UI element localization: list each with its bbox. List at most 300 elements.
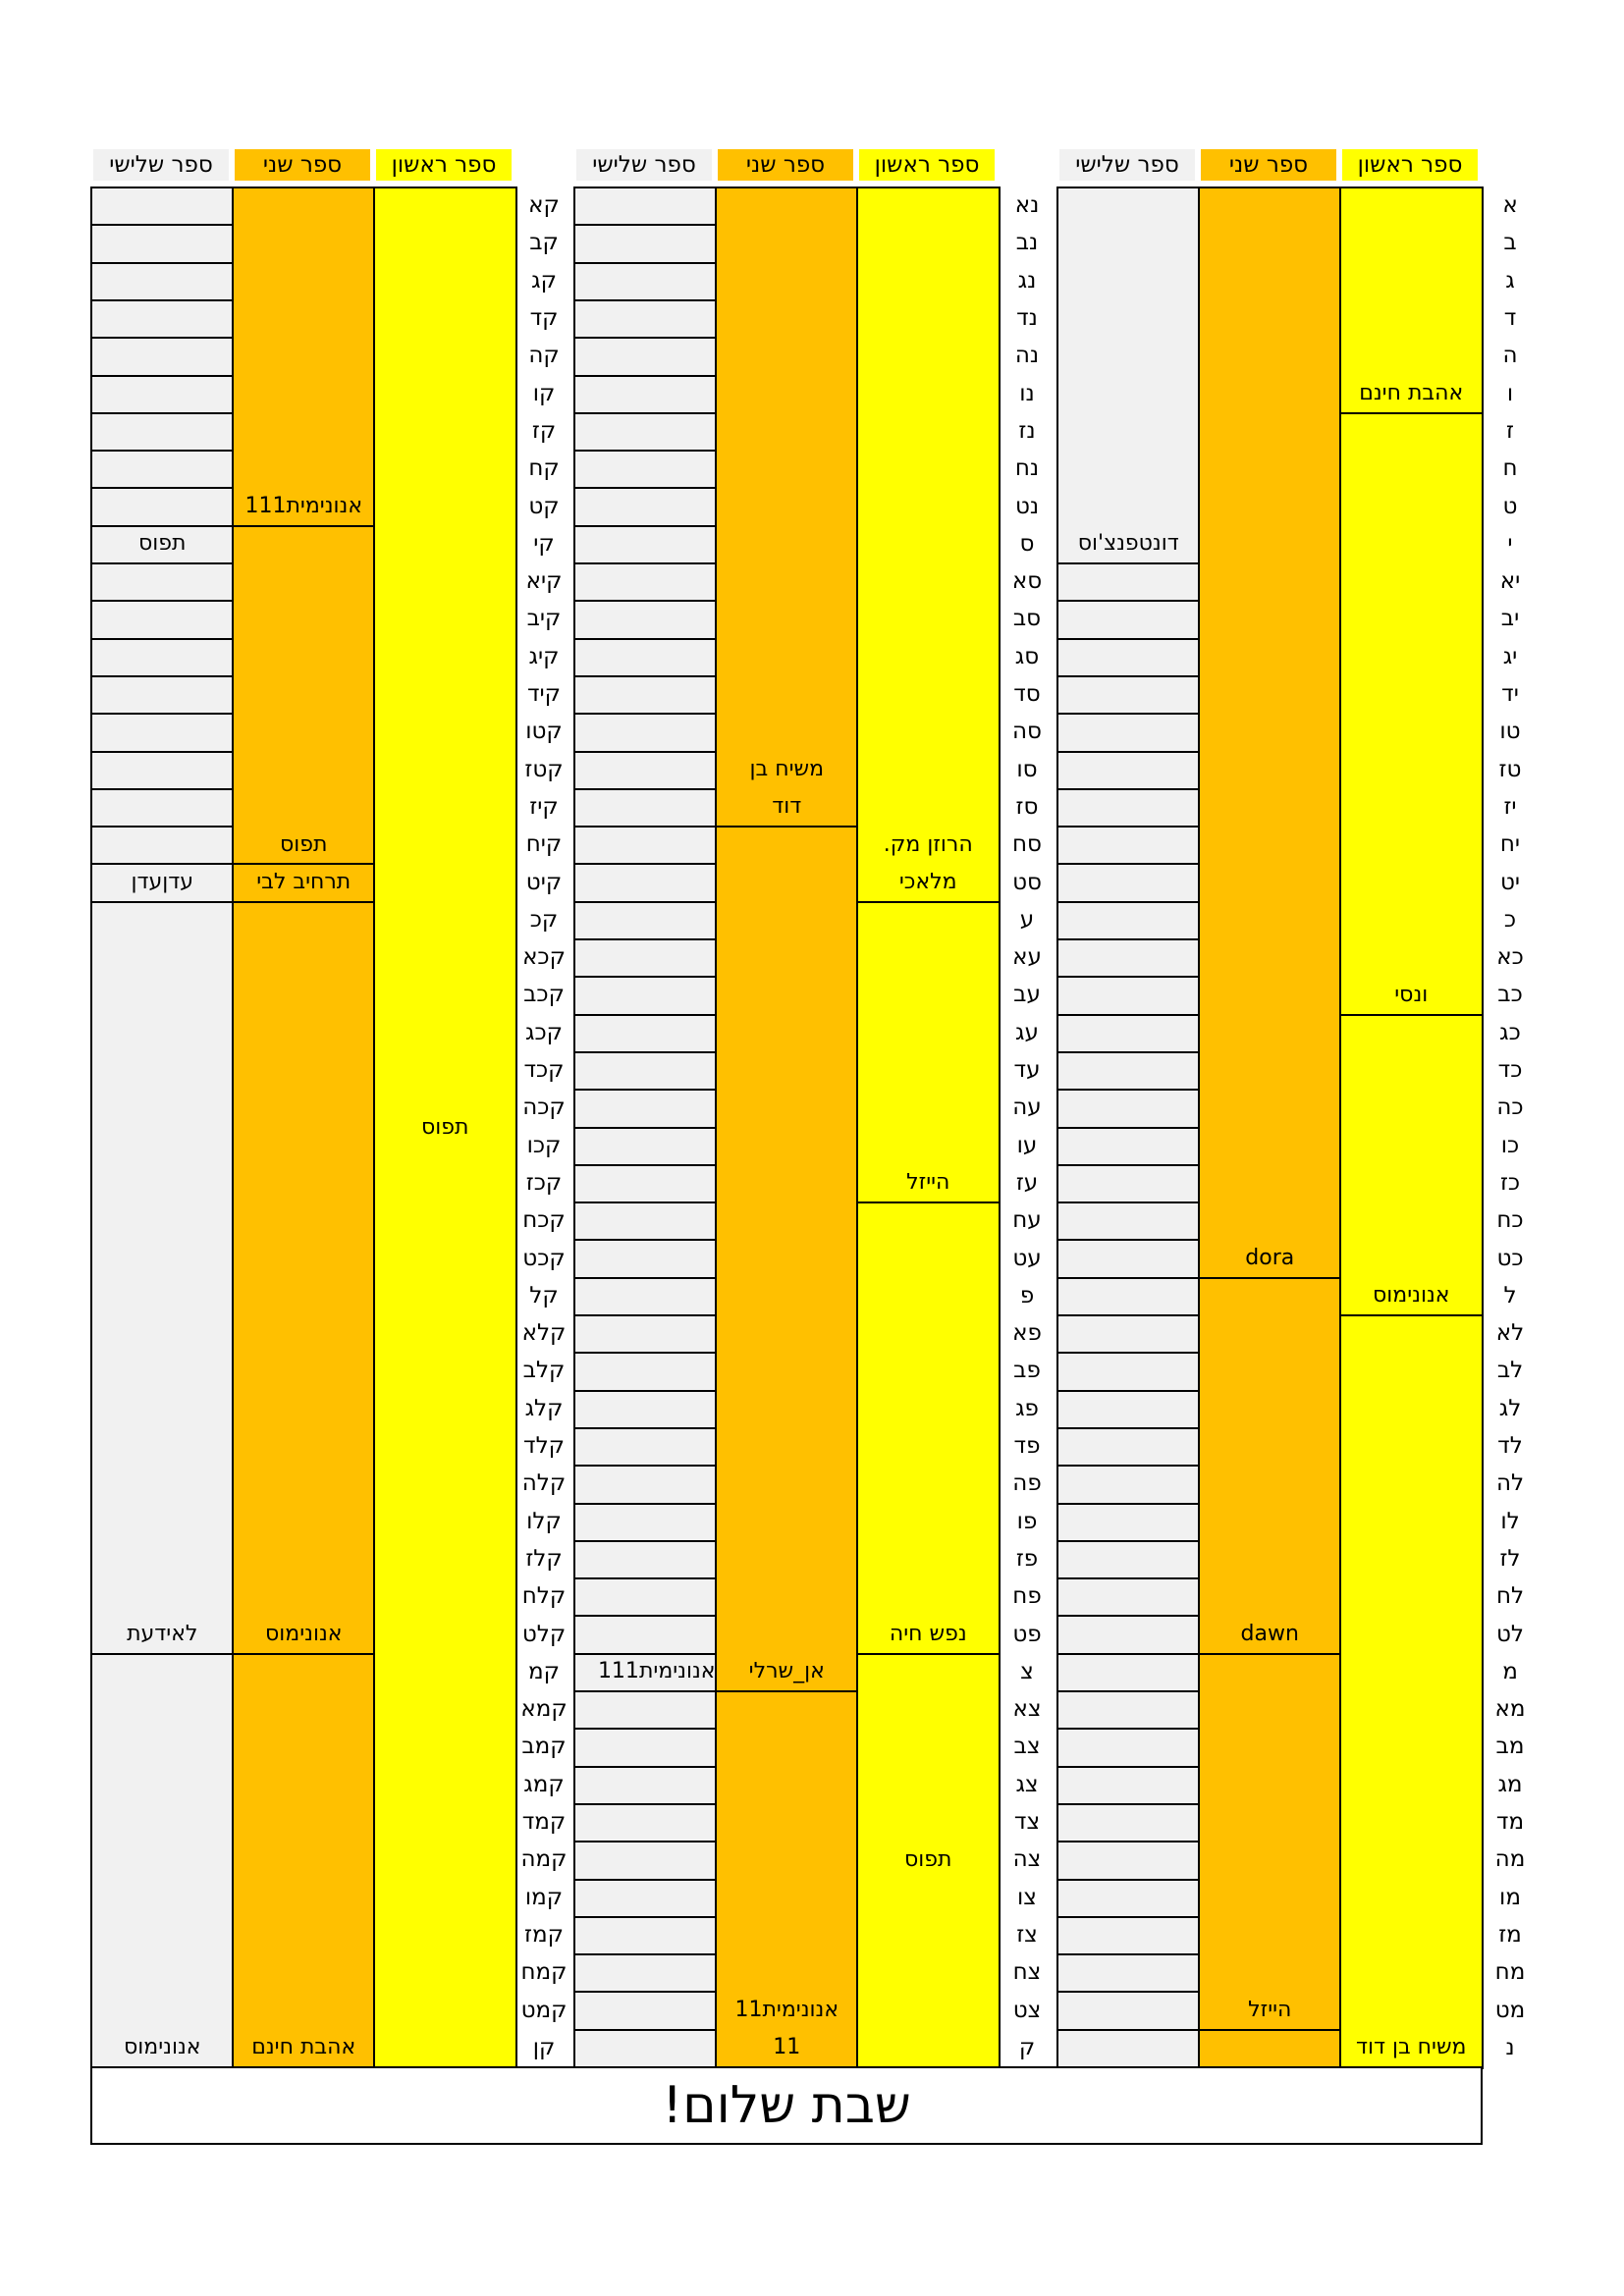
psalm-letter-label: קיד (526, 681, 562, 708)
psalm-letter-144 (514, 1803, 573, 1841)
cell-third-psalms-95[interactable] (573, 1841, 718, 1881)
cell-text: אנונימוס (1373, 1283, 1450, 1308)
cell-third-psalms-74[interactable] (573, 1051, 718, 1092)
psalm-letter-label: פא (1012, 1320, 1042, 1347)
psalm-letter-37 (1481, 1540, 1540, 1577)
psalm-letter-150 (514, 2029, 573, 2066)
cell-third-psalms-83[interactable] (573, 1390, 718, 1430)
psalm-letter-label: כב (1497, 982, 1523, 1008)
cell-third-psalms-44[interactable] (1056, 1803, 1201, 1843)
psalm-letter-label: ג (1505, 267, 1515, 294)
cell-third-psalms-101[interactable] (90, 187, 235, 227)
psalm-letter-95 (998, 1841, 1056, 1878)
cell-third-psalms-100[interactable] (573, 2029, 718, 2069)
psalm-letter-label: כח (1496, 1207, 1524, 1234)
psalm-letter-126 (514, 1127, 573, 1164)
cell-second-psalms-51-67[interactable] (715, 187, 859, 828)
cell-third-psalms-78[interactable] (573, 1201, 718, 1242)
cell-third-psalms-71[interactable] (573, 938, 718, 979)
psalm-letter-label: נג (1017, 267, 1037, 294)
cell-first-psalms-101-150[interactable] (373, 187, 517, 2069)
cell-second-psalms-50[interactable] (1198, 2029, 1342, 2069)
cell-third-psalms-64[interactable] (573, 675, 718, 716)
cell-third-psalms-79[interactable] (573, 1239, 718, 1279)
psalm-letter-84 (998, 1427, 1056, 1465)
psalm-letter-label: צה (1012, 1846, 1042, 1873)
header-label: ספר ראשון (391, 152, 497, 178)
cell-third-psalms-87[interactable] (573, 1540, 718, 1580)
cell-third-psalms-56[interactable] (573, 375, 718, 415)
cell-third-psalms-84[interactable] (573, 1427, 718, 1468)
cell-text: אנונימוס (265, 1621, 343, 1646)
cell-third-psalms-20[interactable] (1056, 901, 1201, 941)
cell-third-psalms-140-150[interactable] (90, 1653, 235, 2069)
psalm-letter-76 (998, 1127, 1056, 1164)
psalm-letter-107 (514, 412, 573, 450)
psalm-letter-label: עו (1016, 1132, 1038, 1158)
cell-third-psalms-88[interactable] (573, 1577, 718, 1618)
cell-first-psalms-78-89[interactable] (856, 1201, 1001, 1655)
cell-second-psalms-101-109[interactable] (232, 187, 376, 527)
cell-third-psalms-24[interactable] (1056, 1051, 1201, 1092)
header-third-group1 (1059, 149, 1195, 181)
psalm-letter-136 (514, 1503, 573, 1540)
psalm-letter-label: קכ (529, 906, 559, 933)
psalm-letter-label: ח (1502, 455, 1518, 482)
cell-third-psalms-116[interactable] (90, 751, 235, 791)
cell-third-psalms-14[interactable] (1056, 675, 1201, 716)
cell-third-psalms-38[interactable] (1056, 1577, 1201, 1618)
cell-third-psalms-1-10[interactable] (1056, 187, 1201, 565)
psalm-letter-label: מג (1497, 1771, 1523, 1797)
psalm-letter-148 (514, 1953, 573, 1991)
cell-third-psalms-115[interactable] (90, 713, 235, 753)
cell-third-psalms-65[interactable] (573, 713, 718, 753)
cell-third-psalms-13[interactable] (1056, 638, 1201, 678)
psalm-letter-81 (998, 1314, 1056, 1352)
cell-third-psalms-75[interactable] (573, 1089, 718, 1129)
psalm-letter-137 (514, 1540, 573, 1577)
psalm-letter-label: קט (528, 493, 560, 519)
cell-third-psalms-98[interactable] (573, 1953, 718, 1994)
cell-third-psalms-66[interactable] (573, 751, 718, 791)
psalm-letter-121 (514, 938, 573, 976)
psalm-letter-139 (514, 1615, 573, 1652)
cell-third-psalms-104[interactable] (90, 299, 235, 340)
psalm-letter-label: קח (528, 455, 560, 482)
cell-third-psalms-51[interactable] (573, 187, 718, 227)
psalm-letter-132 (514, 1352, 573, 1389)
psalm-letter-label: נח (1014, 455, 1040, 482)
cell-second-psalms-110-118[interactable] (232, 525, 376, 866)
psalm-letter-31 (1481, 1314, 1540, 1352)
psalm-letter-88 (998, 1577, 1056, 1615)
cell-second-psalms-40-49[interactable] (1198, 1653, 1342, 2032)
cell-third-psalms-22[interactable] (1056, 976, 1201, 1016)
psalm-letter-label: פו (1016, 1508, 1038, 1534)
psalm-letter-54 (998, 299, 1056, 337)
psalm-letter-label: קכו (526, 1132, 562, 1158)
psalm-letter-135 (514, 1465, 573, 1502)
cell-third-psalms-110[interactable] (90, 525, 235, 565)
psalm-letter-label: יא (1499, 568, 1521, 595)
psalm-letter-125 (514, 1089, 573, 1126)
cell-third-psalms-85[interactable] (573, 1465, 718, 1505)
cell-third-psalms-21[interactable] (1056, 938, 1201, 979)
psalm-letter-114 (514, 675, 573, 713)
cell-third-psalms-16[interactable] (1056, 751, 1201, 791)
psalm-letter-12 (1481, 600, 1540, 637)
psalm-letter-112 (514, 600, 573, 637)
cell-third-psalms-37[interactable] (1056, 1540, 1201, 1580)
shabbat-shalom-banner (90, 2066, 1483, 2145)
cell-third-psalms-119[interactable] (90, 863, 235, 903)
cell-third-psalms-54[interactable] (573, 299, 718, 340)
cell-third-psalms-89[interactable] (573, 1615, 718, 1655)
cell-third-psalms-81[interactable] (573, 1314, 718, 1355)
cell-third-psalms-113[interactable] (90, 638, 235, 678)
psalm-letter-label: מ (1502, 1658, 1518, 1684)
cell-first-psalms-1-6[interactable] (1339, 187, 1484, 414)
cell-third-psalms-17[interactable] (1056, 788, 1201, 828)
psalm-letter-28 (1481, 1201, 1540, 1239)
psalm-letter-label: צח (1012, 1959, 1042, 1986)
psalm-letter-41 (1481, 1690, 1540, 1728)
cell-third-psalms-40[interactable] (1056, 1653, 1201, 1693)
psalm-letter-label: סב (1012, 606, 1042, 632)
psalm-letter-label: כג (1499, 1019, 1521, 1045)
cell-third-psalms-112[interactable] (90, 600, 235, 640)
cell-third-psalms-61[interactable] (573, 562, 718, 603)
cell-third-psalms-90[interactable] (573, 1653, 718, 1693)
psalm-letter-9 (1481, 487, 1540, 524)
psalm-letter-label: ס (1019, 530, 1035, 557)
cell-third-psalms-46[interactable] (1056, 1879, 1201, 1919)
cell-third-psalms-92[interactable] (573, 1728, 718, 1768)
psalm-letter-label: קן (532, 2034, 556, 2060)
cell-second-psalms-68-90[interactable] (715, 826, 859, 1692)
cell-third-psalms-111[interactable] (90, 562, 235, 603)
psalm-letter-35 (1481, 1465, 1540, 1502)
psalm-letter-60 (998, 525, 1056, 562)
cell-third-psalms-106[interactable] (90, 375, 235, 415)
cell-third-psalms-72[interactable] (573, 976, 718, 1016)
psalm-letter-label: פח (1012, 1583, 1042, 1610)
psalm-letter-label: קלט (521, 1621, 567, 1647)
psalm-letter-27 (1481, 1164, 1540, 1201)
cell-third-psalms-86[interactable] (573, 1503, 718, 1543)
cell-third-psalms-80[interactable] (573, 1277, 718, 1317)
psalm-letter-label: מט (1494, 1997, 1526, 2023)
psalm-letter-label: עג (1015, 1019, 1039, 1045)
psalm-letter-3 (1481, 262, 1540, 299)
cell-third-psalms-91[interactable] (573, 1690, 718, 1731)
psalm-letter-label: כז (1499, 1169, 1521, 1196)
psalm-letter-label: ו (1506, 380, 1514, 406)
cell-second-psalms-119[interactable] (232, 863, 376, 903)
cell-text: אנונימוס (124, 2035, 201, 2060)
psalm-letter-19 (1481, 863, 1540, 900)
psalm-letter-10 (1481, 525, 1540, 562)
cell-third-psalms-42[interactable] (1056, 1728, 1201, 1768)
cell-third-psalms-77[interactable] (573, 1164, 718, 1204)
cell-third-psalms-76[interactable] (573, 1127, 718, 1167)
psalm-letter-74 (998, 1051, 1056, 1089)
cell-second-psalms-91-100[interactable] (715, 1690, 859, 2069)
cell-third-psalms-41[interactable] (1056, 1690, 1201, 1731)
cell-third-psalms-48[interactable] (1056, 1953, 1201, 1994)
cell-third-psalms-34[interactable] (1056, 1427, 1201, 1468)
cell-third-psalms-31[interactable] (1056, 1314, 1201, 1355)
psalm-letter-label: קמב (521, 1734, 567, 1760)
psalm-letter-label: קמג (523, 1771, 565, 1797)
psalm-letter-147 (514, 1916, 573, 1953)
cell-third-psalms-30[interactable] (1056, 1277, 1201, 1317)
psalm-letter-20 (1481, 901, 1540, 938)
psalm-letter-21 (1481, 938, 1540, 976)
cell-third-psalms-33[interactable] (1056, 1390, 1201, 1430)
cell-third-psalms-57[interactable] (573, 412, 718, 453)
psalm-letter-label: קלד (523, 1433, 565, 1460)
psalm-letter-label: לד (1497, 1433, 1523, 1460)
psalm-letter-label: סז (1015, 793, 1039, 820)
psalm-letter-label: קלב (522, 1358, 566, 1384)
cell-third-psalms-109[interactable] (90, 487, 235, 527)
cell-first-psalms-90-100[interactable] (856, 1653, 1001, 2069)
cell-third-psalms-50[interactable] (1056, 2029, 1201, 2069)
cell-third-psalms-55[interactable] (573, 337, 718, 377)
psalm-letter-label: קיא (525, 568, 563, 595)
cell-text: אנונימית111 (597, 1659, 716, 1684)
cell-third-psalms-69[interactable] (573, 863, 718, 903)
psalm-letter-59 (998, 487, 1056, 524)
cell-third-psalms-12[interactable] (1056, 600, 1201, 640)
cell-third-psalms-25[interactable] (1056, 1089, 1201, 1129)
psalm-letter-123 (514, 1014, 573, 1051)
cell-third-psalms-32[interactable] (1056, 1352, 1201, 1392)
cell-third-psalms-82[interactable] (573, 1352, 718, 1392)
cell-third-psalms-26[interactable] (1056, 1127, 1201, 1167)
cell-text: אן_שרלי (748, 1659, 825, 1684)
psalm-letter-22 (1481, 976, 1540, 1013)
psalm-letter-label: כה (1496, 1095, 1524, 1121)
psalm-letter-label: ע (1019, 906, 1035, 933)
cell-second-psalms-1-29[interactable] (1198, 187, 1342, 1279)
psalm-letter-label: קמא (520, 1696, 568, 1723)
cell-text: משיח בן (749, 757, 825, 781)
cell-third-psalms-19[interactable] (1056, 863, 1201, 903)
psalm-letter-label: ב (1503, 230, 1517, 256)
psalm-letter-label: קלא (521, 1320, 567, 1347)
cell-second-psalms-30-39[interactable] (1198, 1277, 1342, 1656)
cell-text: תפוס (138, 531, 187, 557)
cell-third-psalms-53[interactable] (573, 262, 718, 302)
psalm-letter-label: קכג (525, 1019, 563, 1045)
cell-text: לאידעת (127, 1621, 198, 1646)
psalm-letter-label: פד (1013, 1433, 1041, 1460)
cell-third-psalms-117[interactable] (90, 788, 235, 828)
cell-third-psalms-36[interactable] (1056, 1503, 1201, 1543)
cell-third-psalms-118[interactable] (90, 826, 235, 866)
psalm-letter-label: כו (1500, 1132, 1520, 1158)
cell-text: נפש חיה (889, 1621, 967, 1646)
psalm-letter-7 (1481, 412, 1540, 450)
psalm-letter-label: קכא (522, 944, 566, 971)
cell-third-psalms-62[interactable] (573, 600, 718, 640)
psalm-letter-18 (1481, 826, 1540, 863)
cell-third-psalms-105[interactable] (90, 337, 235, 377)
psalm-letter-44 (1481, 1803, 1540, 1841)
cell-third-psalms-60[interactable] (573, 525, 718, 565)
cell-third-psalms-43[interactable] (1056, 1766, 1201, 1806)
cell-third-psalms-49[interactable] (1056, 1991, 1201, 2031)
psalm-letter-122 (514, 976, 573, 1013)
psalm-letter-48 (1481, 1953, 1540, 1991)
cell-third-psalms-93[interactable] (573, 1766, 718, 1806)
cell-third-psalms-73[interactable] (573, 1014, 718, 1054)
psalm-letter-label: יב (1500, 606, 1520, 632)
psalm-letter-label: מא (1494, 1696, 1526, 1723)
psalm-letter-79 (998, 1239, 1056, 1276)
cell-third-psalms-59[interactable] (573, 487, 718, 527)
cell-text: מלאכי (898, 869, 957, 894)
psalm-letter-label: מז (1498, 1921, 1522, 1948)
cell-third-psalms-108[interactable] (90, 450, 235, 490)
psalm-letter-89 (998, 1615, 1056, 1652)
psalm-letter-104 (514, 299, 573, 337)
psalm-letter-14 (1481, 675, 1540, 713)
cell-third-psalms-120-139[interactable] (90, 901, 235, 1656)
psalm-letter-label: מח (1494, 1959, 1526, 1986)
cell-first-psalms-70-77[interactable] (856, 901, 1001, 1204)
cell-first-psalms-51-69[interactable] (856, 187, 1001, 903)
cell-second-psalms-140-150[interactable] (232, 1653, 376, 2069)
psalm-letter-13 (1481, 638, 1540, 675)
cell-third-psalms-45[interactable] (1056, 1841, 1201, 1881)
psalm-letter-label: לז (1499, 1545, 1521, 1572)
psalm-letter-label: צג (1015, 1771, 1039, 1797)
cell-third-psalms-58[interactable] (573, 450, 718, 490)
cell-third-psalms-114[interactable] (90, 675, 235, 716)
cell-third-psalms-67[interactable] (573, 788, 718, 828)
psalm-letter-label: קמד (521, 1809, 567, 1836)
psalm-letter-127 (514, 1164, 573, 1201)
cell-third-psalms-68[interactable] (573, 826, 718, 866)
psalm-letter-label: קיז (529, 793, 559, 820)
cell-third-psalms-94[interactable] (573, 1803, 718, 1843)
psalm-letter-label: קטז (524, 756, 564, 782)
cell-third-psalms-11[interactable] (1056, 562, 1201, 603)
psalm-letter-label: נ (1505, 2034, 1515, 2060)
cell-third-psalms-102[interactable] (90, 224, 235, 264)
header-first-group2 (859, 149, 995, 181)
psalm-letter-label: יט (1499, 869, 1521, 895)
psalm-letter-29 (1481, 1239, 1540, 1276)
psalm-letter-64 (998, 675, 1056, 713)
psalm-letter-label: קטו (525, 719, 563, 745)
psalm-letter-115 (514, 713, 573, 750)
psalm-letter-label: לה (1495, 1470, 1525, 1497)
cell-third-psalms-15[interactable] (1056, 713, 1201, 753)
psalm-letter-149 (514, 1991, 573, 2028)
cell-third-psalms-107[interactable] (90, 412, 235, 453)
psalm-letter-68 (998, 826, 1056, 863)
psalm-letter-label: נה (1014, 343, 1040, 369)
cell-first-psalms-7-22[interactable] (1339, 412, 1484, 1016)
cell-third-psalms-29[interactable] (1056, 1239, 1201, 1279)
cell-third-psalms-18[interactable] (1056, 826, 1201, 866)
cell-text: אנונימית111 (244, 493, 363, 518)
cell-text: אנונימית11 (734, 1997, 839, 2022)
cell-third-psalms-52[interactable] (573, 224, 718, 264)
psalm-letter-label: לט (1496, 1621, 1524, 1647)
cell-third-psalms-70[interactable] (573, 901, 718, 941)
psalm-letter-label: קד (529, 305, 559, 332)
psalm-letter-label: קיב (526, 606, 562, 632)
psalm-letter-38 (1481, 1577, 1540, 1615)
cell-third-psalms-39[interactable] (1056, 1615, 1201, 1655)
cell-third-psalms-96[interactable] (573, 1879, 718, 1919)
cell-first-psalms-23-30[interactable] (1339, 1014, 1484, 1317)
cell-third-psalms-103[interactable] (90, 262, 235, 302)
psalm-letter-label: ז (1506, 417, 1514, 444)
cell-third-psalms-99[interactable] (573, 1991, 718, 2031)
psalm-letter-16 (1481, 751, 1540, 788)
psalm-letter-label: קה (528, 343, 560, 369)
psalm-letter-134 (514, 1427, 573, 1465)
psalm-letter-label: קלו (526, 1508, 562, 1534)
cell-third-psalms-23[interactable] (1056, 1014, 1201, 1054)
cell-third-psalms-28[interactable] (1056, 1201, 1201, 1242)
cell-text: דונטפנצ'וס (1077, 531, 1179, 557)
psalm-letter-113 (514, 638, 573, 675)
cell-text: תרחיב לבי (256, 869, 352, 894)
psalm-letter-label: יד (1501, 681, 1519, 708)
psalm-letter-label: מו (1499, 1884, 1521, 1910)
cell-second-psalms-120-139[interactable] (232, 901, 376, 1656)
psalm-letter-1 (1481, 187, 1540, 224)
psalm-letter-51 (998, 187, 1056, 224)
cell-text: תפוס (421, 1114, 469, 1140)
cell-third-psalms-97[interactable] (573, 1916, 718, 1956)
psalm-letter-43 (1481, 1766, 1540, 1803)
psalm-letter-label: נז (1018, 417, 1036, 444)
psalm-letter-26 (1481, 1127, 1540, 1164)
psalm-letter-39 (1481, 1615, 1540, 1652)
cell-third-psalms-47[interactable] (1056, 1916, 1201, 1956)
cell-text: תפוס (280, 831, 328, 857)
psalm-letter-label: קל (529, 1282, 559, 1308)
psalm-letter-label: קמו (524, 1884, 564, 1910)
psalm-letter-66 (998, 751, 1056, 788)
psalm-letter-5 (1481, 337, 1540, 374)
psalm-letter-40 (1481, 1653, 1540, 1690)
cell-first-psalms-31-50[interactable] (1339, 1314, 1484, 2069)
psalm-letter-label: סט (1012, 869, 1042, 895)
cell-third-psalms-27[interactable] (1056, 1164, 1201, 1204)
psalm-letter-label: פב (1013, 1358, 1041, 1384)
psalm-letter-75 (998, 1089, 1056, 1126)
cell-third-psalms-63[interactable] (573, 638, 718, 678)
psalm-letter-label: לו (1500, 1508, 1520, 1534)
cell-third-psalms-35[interactable] (1056, 1465, 1201, 1505)
psalm-letter-label: קכח (522, 1207, 566, 1234)
psalm-letter-120 (514, 901, 573, 938)
psalm-letter-55 (998, 337, 1056, 374)
header-third-group3 (93, 149, 229, 181)
cell-text: משיח בן דוד (1355, 2035, 1467, 2060)
psalm-letter-label: ה (1502, 343, 1518, 369)
